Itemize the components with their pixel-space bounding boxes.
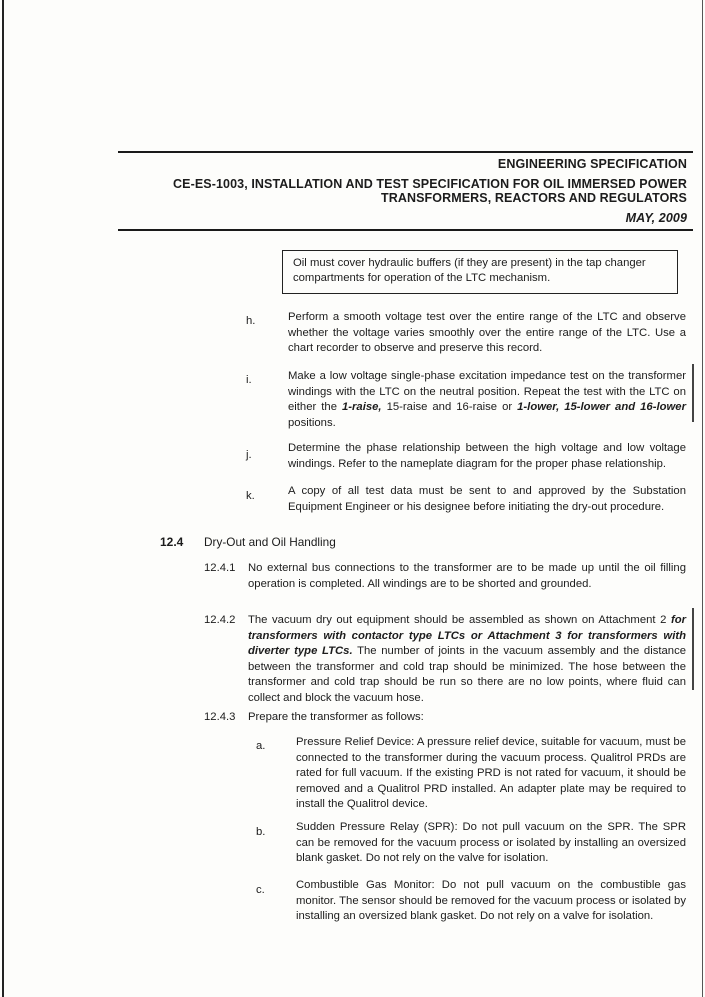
- revision-bar: [692, 608, 694, 690]
- header-rule-bottom: [118, 229, 693, 231]
- item-h-marker: h.: [246, 315, 256, 327]
- section-number: 12.4: [160, 535, 184, 549]
- header-title-line2: TRANSFORMERS, REACTORS AND REGULATORS: [380, 191, 687, 205]
- page-edge-left: [2, 0, 4, 997]
- header-spec-label: ENGINEERING SPECIFICATION: [497, 157, 687, 171]
- note-text: Oil must cover hydraulic buffers (if they are present) in the tap changer compartments for operation of the LTC mechanism.: [293, 257, 646, 284]
- sub-item-b-text: Sudden Pressure Relay (SPR): Do not pull vacuum on the SPR. The SPR can be removed for the vacuum process or isolated by installing an oversized blank gasket. Do not rely on the valve for isolation.: [296, 821, 686, 864]
- item-i-emphasis-2: 1-lower, 15-lower and 16-lower: [517, 401, 686, 413]
- sub-item-b-marker: b.: [256, 826, 266, 838]
- item-j-text: Determine the phase relationship between the high voltage and low voltage windings. Refer to the nameplate diagram for the proper phase relationship.: [288, 442, 686, 470]
- revision-bar: [692, 364, 694, 422]
- subsection-3-text: Prepare the transformer as follows:: [248, 711, 424, 723]
- sub-item-a-marker: a.: [256, 740, 266, 752]
- header-title-line1: CE-ES-1003, INSTALLATION AND TEST SPECIFICATION FOR OIL IMMERSED POWER: [173, 177, 687, 191]
- page-edge-right: [702, 0, 703, 997]
- subsection-1-text: No external bus connections to the transformer are to be made up until the oil filling operation is completed. All windings are to be shorted and grounded.: [248, 562, 686, 590]
- header-date: MAY, 2009: [625, 211, 687, 225]
- item-h-text: Perform a smooth voltage test over the entire range of the LTC and observe whether the voltage varies smoothly over the entire range of the LTC. Use a chart recorder to observe and preserve this record.: [288, 311, 686, 354]
- item-j-marker: j.: [246, 449, 252, 461]
- header-rule-top: [118, 151, 693, 153]
- subsection-2-emphasis: for transformers with contactor type LTCs or Attachment 3 for transformers with diverter type LTCs.: [248, 614, 686, 657]
- subsection-2-number: 12.4.2: [204, 614, 236, 626]
- sub-item-c-text: Combustible Gas Monitor: Do not pull vacuum on the combustible gas monitor. The sensor should be removed for the vacuum process or isolated by installing an oversized blank gasket. Do not rely on a valve for isolation.: [296, 879, 686, 922]
- item-k-text: A copy of all test data must be sent to and approved by the Substation Equipment Engineer or his designee before initiating the dry-out procedure.: [288, 485, 686, 513]
- subsection-3-number: 12.4.3: [204, 711, 236, 723]
- subsection-1-number: 12.4.1: [204, 562, 236, 574]
- sub-item-c-marker: c.: [256, 884, 265, 896]
- item-i-marker: i.: [246, 374, 252, 386]
- section-title: Dry-Out and Oil Handling: [204, 535, 336, 549]
- subsection-2-text: The vacuum dry out equipment should be assembled as shown on Attachment 2 for transformers with contactor type LTCs or Attachment 3 for transformers with diverter type LTCs. The number of joints in the vacuum assembly and the distance between the transformer and cold trap should be minimized. The hose between the transformer and cold trap should be run so there are no low points, where fluid can collect and block the vacuum hose.: [248, 614, 686, 704]
- item-k-marker: k.: [246, 490, 255, 502]
- item-i-emphasis-1: 1-raise,: [341, 401, 382, 413]
- note-box: [282, 250, 678, 294]
- item-i-text: Make a low voltage single-phase excitation impedance test on the transformer windings with the LTC on the neutral position. Repeat the test with the LTC on either the 1-raise, 15-raise and 16-raise or 1-lower, 15-lower and 16-lower positions.: [288, 370, 686, 429]
- sub-item-a-text: Pressure Relief Device: A pressure relief device, suitable for vacuum, must be connected to the transformer during the vacuum process. Qualitrol PRDs are rated for full vacuum. If the existing PRD is not rated for vacuum, it should be removed and a Qualitrol PRD installed. An adapter plate may be required to install the Qualitrol device.: [296, 736, 686, 810]
